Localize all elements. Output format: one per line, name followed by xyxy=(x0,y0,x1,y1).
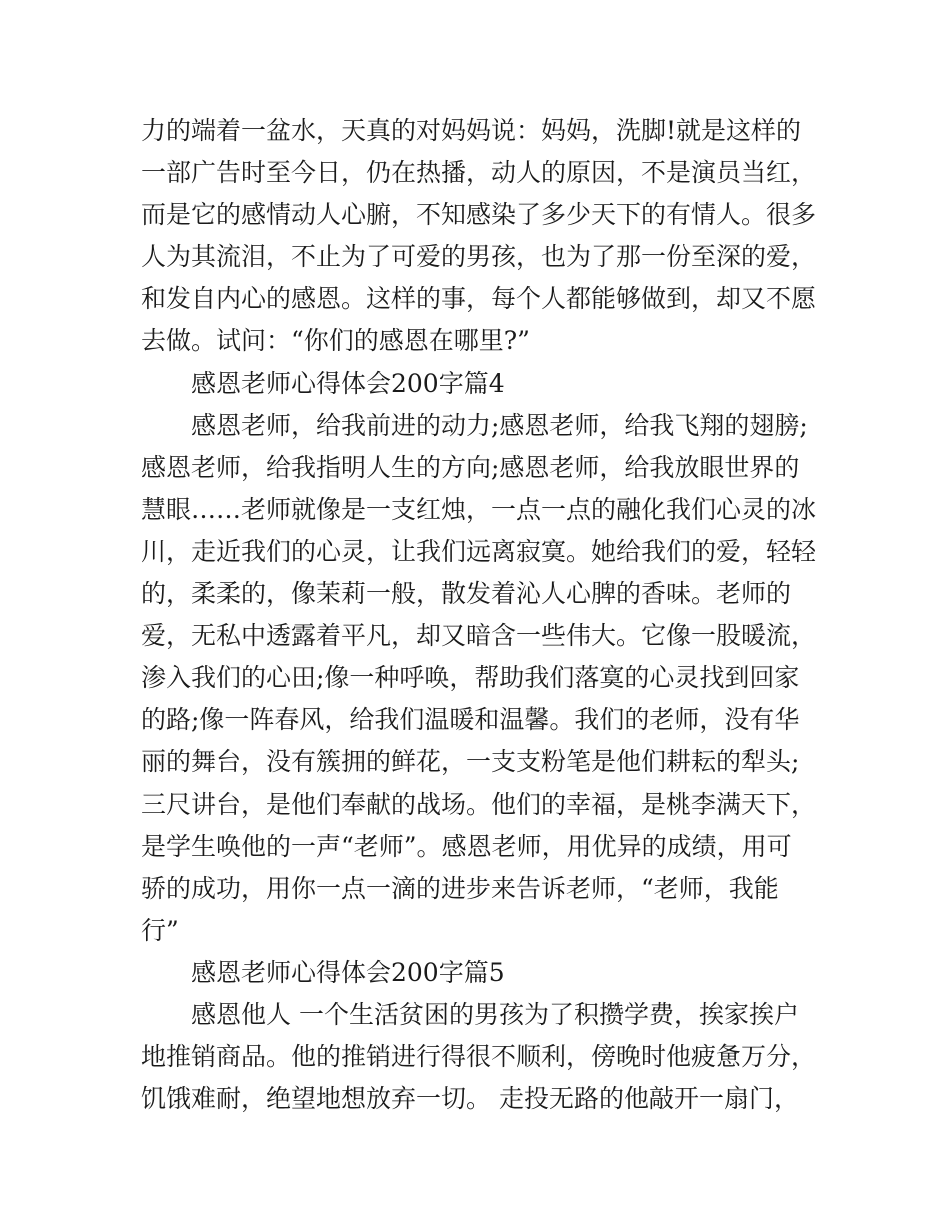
text-line: 感恩老师，给我指明人生的方向;感恩老师，给我放眼世界的 xyxy=(141,452,800,482)
text-line: 感恩他人 一个生活贫困的男孩为了积攒学费，挨家挨户 xyxy=(191,999,799,1029)
text-line: 慧眼……老师就像是一支红烛，一点一点的融化我们心灵的冰 xyxy=(141,494,817,524)
text-line: 是学生唤他的一声“老师”。感恩老师，用优异的成绩，用可 xyxy=(141,831,792,861)
text-line: 人为其流泪，不止为了可爱的男孩，也为了那一份至深的爱， xyxy=(141,242,817,272)
text-line: 爱，无私中透露着平凡，却又暗含一些伟大。它像一股暖流， xyxy=(141,621,817,651)
text-line: 川，走近我们的心灵，让我们远离寂寞。她给我们的爱，轻轻 xyxy=(141,536,817,566)
text-line: 而是它的感情动人心腑，不知感染了多少天下的有情人。很多 xyxy=(141,200,817,230)
text-line: 丽的舞台，没有簇拥的鲜花，一支支粉笔是他们耕耘的犁头; xyxy=(141,747,800,777)
text-line: 去做。试问：“你们的感恩在哪里?” xyxy=(141,326,530,356)
text-line: 和发自内心的感恩。这样的事，每个人都能够做到，却又不愿 xyxy=(141,284,817,314)
section-heading: 感恩老师心得体会200字篇4 xyxy=(191,368,505,398)
text-line: 力的端着一盆水，天真的对妈妈说：妈妈，洗脚!就是这样的 xyxy=(141,116,802,145)
document-body xyxy=(141,110,821,1120)
section-heading: 感恩老师心得体会200字篇5 xyxy=(191,957,505,987)
text-line: 行” xyxy=(141,915,179,945)
text-line: 一部广告时至今日，仍在热播，动人的原因，不是演员当红， xyxy=(141,158,817,188)
text-line: 感恩老师，给我前进的动力;感恩老师，给我飞翔的翅膀; xyxy=(191,410,808,440)
text-line: 的路;像一阵春风，给我们温暖和温馨。我们的老师，没有华 xyxy=(141,705,800,735)
text-line: 地推销商品。他的推销进行得很不顺利，傍晚时他疲惫万分， xyxy=(141,1042,817,1072)
text-line: 骄的成功，用你一点一滴的进步来告诉老师，“老师，我能 xyxy=(141,873,779,903)
text-line: 的，柔柔的，像茉莉一般，散发着沁人心脾的香味。老师的 xyxy=(141,579,792,609)
text-line: 饥饿难耐，绝望地想放弃一切。 走投无路的他敲开一扇门， xyxy=(141,1084,799,1114)
text-line: 三尺讲台，是他们奉献的战场。他们的幸福，是桃李满天下， xyxy=(141,789,817,819)
text-line: 渗入我们的心田;像一种呼唤，帮助我们落寞的心灵找到回家 xyxy=(141,663,800,693)
